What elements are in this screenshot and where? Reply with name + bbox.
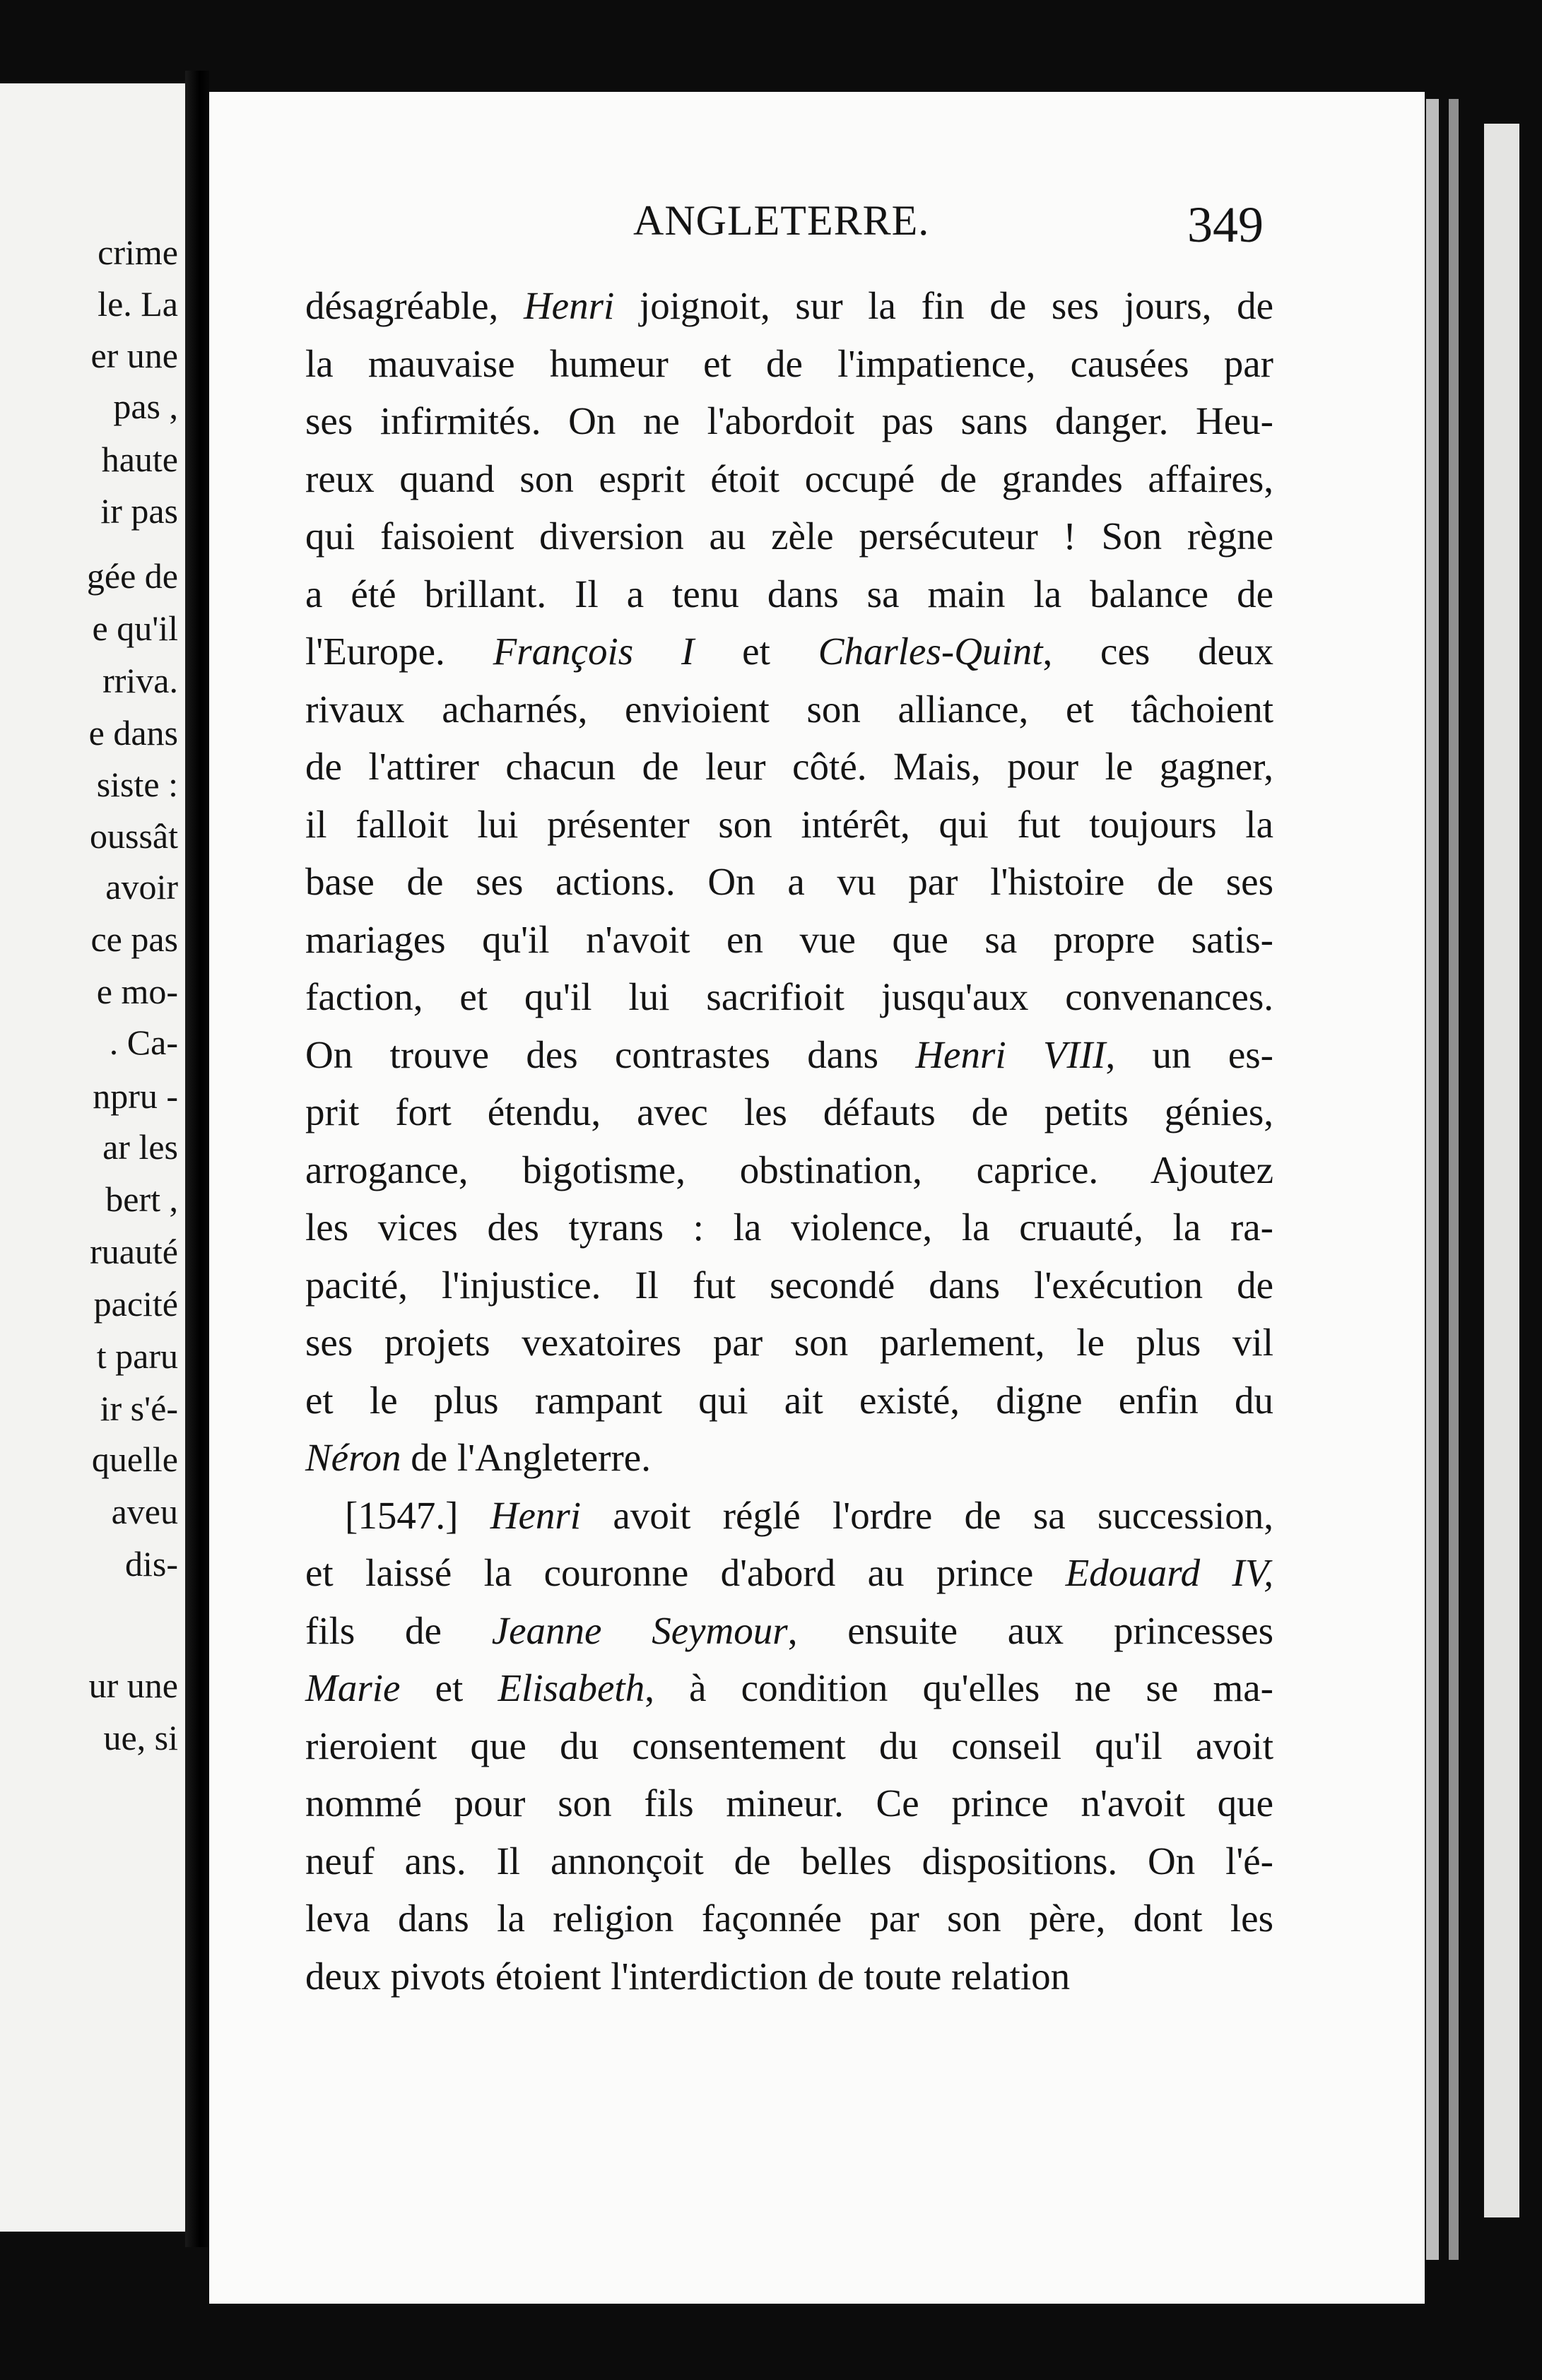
italic-name: Marie [305,1666,401,1709]
italic-name: Néron [305,1436,401,1479]
text-line [305,1948,1273,2005]
text-line [305,450,1273,508]
text-run: a été brillant. Il a tenu dans sa main la balance de [305,572,1273,615]
facing-page-line: ce pas [90,919,178,959]
facing-page-line: e dans [88,713,178,753]
facing-page-line: quelle [91,1439,178,1479]
facing-page-line: pacité [93,1284,178,1324]
italic-name: Henri [490,1493,582,1537]
text-run: et le plus rampant qui ait existé, digne enfin du [305,1378,1273,1422]
text-line [305,968,1273,1026]
text-line [305,1429,1273,1487]
facing-page-line: e mo- [96,972,178,1011]
facing-page-line: . Ca- [109,1023,178,1062]
book-gutter [185,71,209,2247]
italic-name: Henri VIII [915,1032,1106,1076]
text-line [305,1487,1273,1545]
text-line [305,1602,1273,1660]
facing-page-line: ue, si [103,1718,178,1757]
facing-page-line: ir s'é- [100,1389,178,1428]
text-line [305,1314,1273,1372]
italic-name: Edouard IV, [1065,1551,1274,1594]
text-run: qui faisoient diversion au zèle persécuteur ! Son règne [305,514,1273,558]
italic-name: Henri [523,284,615,327]
text-run: il falloit lui présenter son intérêt, qui fut toujours la [305,802,1273,846]
page-edge [1484,124,1519,2217]
text-run: l'Europe. [305,630,493,673]
text-line [305,1544,1273,1602]
text-run: et [400,1666,498,1709]
facing-page-line: pas , [113,387,178,426]
text-line [305,565,1273,623]
facing-page-line: haute [101,440,178,479]
text-line [305,911,1273,969]
facing-page-line: ruauté [90,1232,178,1271]
text-line [305,1659,1273,1717]
text-line [305,1083,1273,1141]
text-line [305,392,1273,450]
facing-page-line: rriva. [102,661,178,700]
text-run: , un es- [1105,1032,1273,1076]
text-line [305,853,1273,911]
text-run: deux pivots étoient l'interdiction de toute relation [305,1954,1071,1998]
text-run: base de ses actions. On a vu par l'histoire de ses [305,860,1273,903]
facing-page-line: crime [98,232,178,272]
text-run: de l'attirer chacun de leur côté. Mais, pour le gagner, [305,745,1273,788]
text-run: désagréable, [305,284,524,327]
text-line [305,1717,1273,1775]
text-run: et laissé la couronne d'abord au prince [305,1551,1066,1594]
italic-name: Charles-Quint [818,630,1043,673]
text-run: faction, et qu'il lui sacrifioit jusqu'aux convenances. [305,975,1273,1018]
text-line [305,1026,1273,1084]
text-line [305,1832,1273,1890]
text-run: et [694,630,818,673]
text-run: leva dans la religion façonnée par son père, dont les [305,1897,1273,1940]
text-run: neuf ans. Il annonçoit de belles dispositions. On l'é- [305,1839,1273,1883]
body-text [305,277,1273,2005]
text-line [305,681,1273,738]
facing-page-line: ur une [88,1666,178,1705]
text-line [305,796,1273,854]
text-line [305,1198,1273,1256]
facing-page-line: dis- [125,1544,178,1584]
text-line [305,277,1273,335]
facing-page-line: gée de [86,556,178,596]
text-run: , à condition qu'elles ne se ma- [645,1666,1273,1709]
facing-page-line: ar les [102,1127,178,1167]
facing-page-line: er une [90,336,178,375]
facing-page-line: bert , [105,1179,178,1219]
facing-page-line: aveu [111,1492,178,1531]
facing-page-line: t paru [96,1336,178,1376]
page-edge [1426,99,1439,2260]
text-run: de l'Angleterre. [401,1436,651,1479]
text-line [305,335,1273,393]
text-line [305,1890,1273,1948]
text-run: ses projets vexatoires par son parlement, le plus vil [305,1321,1273,1364]
text-line [305,623,1273,681]
text-run: les vices des tyrans : la violence, la cruauté, la ra- [305,1206,1273,1249]
text-run: [1547.] [345,1493,490,1537]
text-run: On trouve des contrastes dans [305,1032,916,1076]
text-run: fils de [305,1608,492,1652]
facing-page-line: ir pas [100,491,178,531]
facing-page-line: oussât [90,816,178,856]
text-line [305,1774,1273,1832]
page-number: 349 [1187,196,1264,253]
page-edge [1449,99,1459,2260]
text-run: prit fort étendu, avec les défauts de petits génies, [305,1090,1273,1133]
facing-page-line: le. La [98,284,178,324]
italic-name: François I [493,630,695,673]
text-line [305,1256,1273,1314]
text-line [305,1141,1273,1199]
text-run: reux quand son esprit étoit occupé de grandes affaires, [305,456,1273,500]
text-run: ses infirmités. On ne l'abordoit pas sans danger. Heu- [305,399,1273,442]
text-run: mariages qu'il n'avoit en vue que sa propre satis- [305,917,1273,961]
text-run: arrogance, bigotisme, obstination, caprice. Ajoutez [305,1148,1273,1191]
text-run: , ensuite aux princesses [787,1608,1273,1652]
text-run: rieroient que du consentement du conseil qu'il avoit [305,1724,1273,1767]
text-run: joignoit, sur la fin de ses jours, de [614,284,1273,327]
text-run: la mauvaise humeur et de l'impatience, causées par [305,341,1273,385]
facing-page-line: npru - [93,1076,178,1116]
facing-page-line: siste : [96,765,178,804]
text-line [305,507,1273,565]
facing-page-line: avoir [105,867,178,907]
text-run: pacité, l'injustice. Il fut secondé dans l'exécution de [305,1263,1273,1307]
text-run: avoit réglé l'ordre de sa succession, [581,1493,1273,1537]
facing-page-line: e qu'il [92,608,178,648]
italic-name: Elisabeth [498,1666,645,1709]
text-run: rivaux acharnés, envioient son alliance, et tâchoient [305,687,1273,731]
italic-name: Jeanne Seymour [491,1608,788,1652]
running-head: ANGLETERRE. [633,197,930,244]
text-line [305,1372,1273,1430]
facing-page-fragment [0,83,189,2232]
text-line [305,738,1273,796]
text-run: nommé pour son fils mineur. Ce prince n'avoit que [305,1781,1273,1825]
text-run: , ces deux [1042,630,1274,673]
